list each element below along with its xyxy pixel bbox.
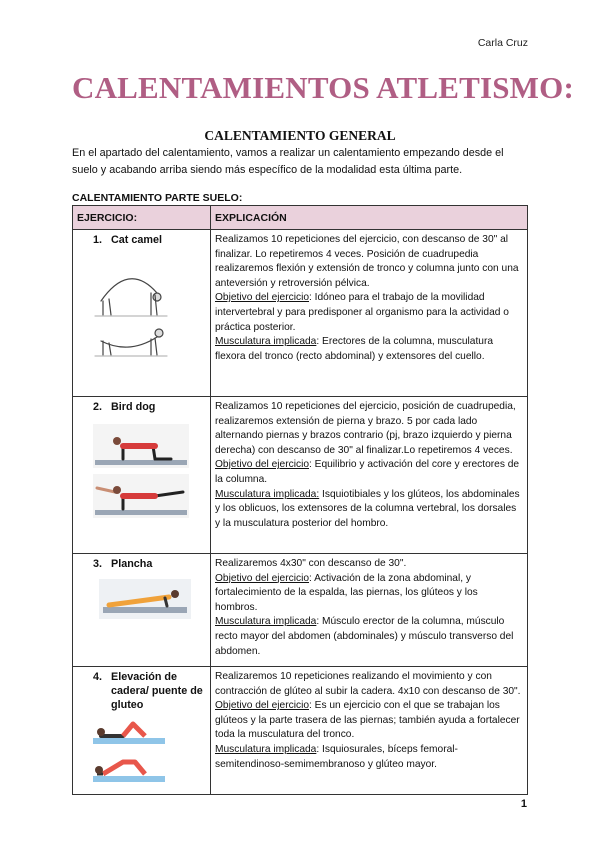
header-explanation: EXPLICACIÓN <box>211 206 528 230</box>
objective-label: Objetivo del ejercicio <box>215 459 309 471</box>
muscles-label: Musculatura implicada <box>215 743 317 755</box>
objective-label: Objetivo del ejercicio <box>215 700 309 712</box>
muscles-text: : Isquiosurales, bíceps femoral-semitendinoso-semimembranoso y glúteo mayor. <box>215 743 458 770</box>
explanation-cell <box>211 230 528 397</box>
explanation-cell <box>211 667 528 795</box>
table-row <box>73 397 528 554</box>
explanation-cell <box>211 397 528 554</box>
exercise-description: Realizamos 10 repeticiones del ejercicio, posición de cuadrupedia, realizaremos extensión de pierna y brazo. 5 por cada lado alternando piernas y brazos contrario (pj, brazo izquierdo y pierna derecha) con descanso de 30" al finalizar.Lo repetiremos 4 veces. <box>215 401 516 456</box>
explanation-cell <box>211 554 528 667</box>
table-section-title: CALENTAMIENTO PARTE SUELO: <box>72 192 243 204</box>
muscles-label: Musculatura implicada <box>215 336 317 348</box>
exercise-name: 2. Bird dog <box>93 401 156 413</box>
exercise-name: 3. Plancha <box>93 558 153 570</box>
table-header-row <box>73 206 528 230</box>
glute-bridge-illustration <box>93 718 165 786</box>
exercise-description: Realizaremos 4x30" con descanso de 30". <box>215 558 407 569</box>
objective-text: : Es un ejercicio con el que se trabajan los glúteos y la parte trasera de las piernas; también ayuda a fortalecer toda la musculatura del tronco. <box>215 700 520 741</box>
muscles-text: : Músculo erector de la columna, músculo recto mayor del abdomen (abdominales) y músculo transverso del abdomen. <box>215 616 514 657</box>
table-row <box>73 667 528 795</box>
muscles-label: Musculatura implicada <box>215 616 317 628</box>
exercise-table <box>72 205 528 795</box>
muscles-text: : Erectores de la columna, musculatura flexora del tronco (recto abdominal) y extensores del cuello. <box>215 336 494 362</box>
page-number: 1 <box>520 798 527 810</box>
exercise-cell <box>73 667 211 795</box>
objective-label: Objetivo del ejercicio <box>215 572 309 584</box>
page-title: CALENTAMIENTOS ATLETISMO: <box>72 70 574 105</box>
exercise-name: 1. Cat camel <box>93 234 163 246</box>
objective-text: : Equilibrio y activación del core y erectores de la columna. <box>215 459 520 485</box>
exercise-cell <box>73 554 211 667</box>
objective-label: Objetivo del ejercicio <box>215 292 309 304</box>
muscles-text: Isquiotibiales y los glúteos, los abdominales y los oblicuos, los extensores de la columna vertebral, los dorsales y la musculatura posterior del hombro. <box>215 488 520 529</box>
objective-text: : Activación de la zona abdominal, y fortalecimiento de la espalda, las piernas, los glúteos y los hombros. <box>215 572 478 613</box>
header-exercise: EJERCICIO: <box>73 206 211 230</box>
cat-camel-illustration <box>91 253 171 359</box>
author-name: Carla Cruz <box>477 37 528 49</box>
exercise-description: Realizaremos 10 repeticiones realizando el movimiento y con contracción de glúteo al subir la cadera. 4x10 con descanso de 30". <box>215 671 521 697</box>
intro-paragraph: En el apartado del calentamiento, vamos a realizar un calentamiento empezando desde el suelo y acabando arriba siendo más específico de la modalidad esta última parte. <box>72 147 504 176</box>
bird-dog-illustration <box>93 424 189 520</box>
muscles-label: Musculatura implicada: <box>215 488 320 500</box>
exercise-cell <box>73 397 211 554</box>
exercise-cell <box>73 230 211 397</box>
section-subtitle: CALENTAMIENTO GENERAL <box>204 128 396 143</box>
table-row <box>73 230 528 397</box>
exercise-description: Realizamos 10 repeticiones del ejercicio, con descanso de 30" al finalizar. Lo repetiremos 4 veces. Posición de cuadrupedia realizaremos flexión y extensión de tronco y columna junto con una anteversión y retroversión pélvica. <box>215 234 519 289</box>
exercise-name: 4. Elevación de cadera/ puente de gluteo <box>93 671 203 711</box>
plank-illustration <box>99 579 191 619</box>
objective-text: : Idóneo para el trabajo de la movilidad intervertebral y para predisponer al organismo para la actividad o práctica posterior. <box>215 292 509 333</box>
table-row <box>73 554 528 667</box>
